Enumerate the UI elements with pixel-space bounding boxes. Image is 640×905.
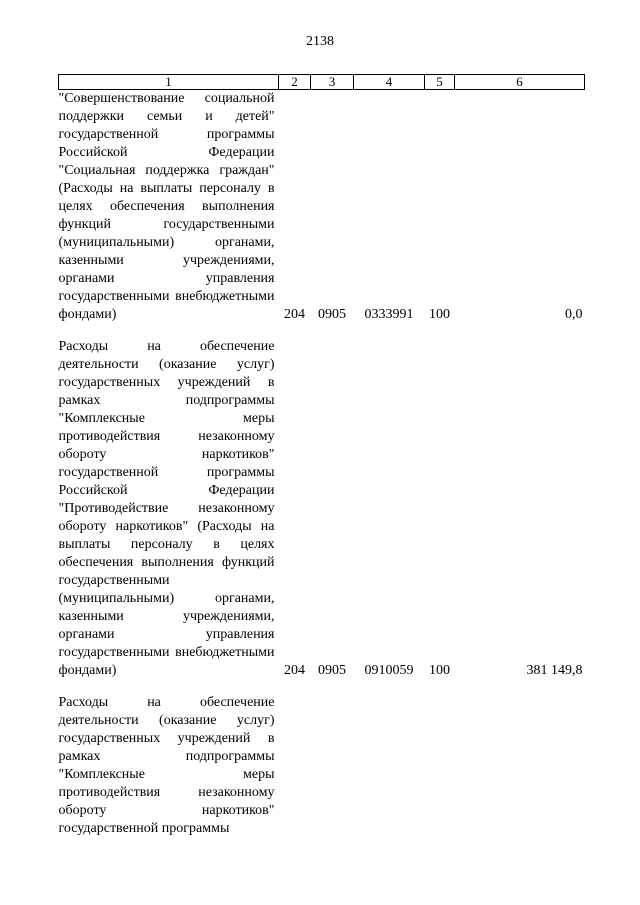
header-row — [59, 75, 585, 90]
row-description: Расходы на обеспечение деятельности (оказание услуг) государственных учреждений в рамках подпрограммы "Комплексные меры противодействия незаконному обороту наркотиков" государственной программы Российской Федерации "Противодействие незаконному обороту наркотиков" (Расходы на выплаты персоналу в целях обеспечения выполнения функций государственными (муниципальными) органами, казенными учреждениями, органами управления государственными внебюджетными фондами) — [58, 339, 275, 678]
row-code-2 — [279, 694, 311, 838]
table-row — [59, 694, 585, 838]
row-amount: 0,0 — [565, 307, 583, 322]
row-code-3: 0905 — [318, 663, 346, 678]
table-row — [59, 338, 585, 680]
row-code-3 — [311, 694, 354, 838]
table-body — [59, 90, 585, 839]
page-number: 2138 — [306, 34, 334, 49]
budget-table — [58, 74, 585, 838]
row-code-5 — [425, 694, 455, 838]
row-amount: 381 149,8 — [526, 663, 583, 678]
column-header-3: 3 — [311, 75, 354, 90]
row-code-2: 204 — [284, 663, 305, 678]
row-code-5: 100 — [429, 663, 450, 678]
column-header-1: 1 — [59, 75, 279, 90]
column-header-5: 5 — [425, 75, 455, 90]
row-spacer — [59, 680, 585, 694]
row-code-3: 0905 — [318, 307, 346, 322]
row-code-5: 100 — [429, 307, 450, 322]
table-row — [59, 90, 585, 325]
row-spacer — [59, 324, 585, 338]
row-description: "Совершенствование социальной поддержки семьи и детей" государственной программы Российской Федерации "Социальная поддержка граждан" (Расходы на выплаты персоналу в целях обеспечения выполнения функций государственными (муниципальными) органами, казенными учреждениями, органами управления государственными внебюджетными фондами) — [58, 91, 275, 322]
row-code-2: 204 — [284, 307, 305, 322]
column-header-2: 2 — [279, 75, 311, 90]
table-header — [59, 75, 585, 90]
row-code-4: 0910059 — [364, 663, 414, 678]
row-code-4: 0333991 — [364, 307, 414, 322]
row-amount — [455, 694, 585, 838]
row-description: Расходы на обеспечение деятельности (оказание услуг) государственных учреждений в рамках подпрограммы "Комплексные меры противодействия незаконному обороту наркотиков" государственной программы — [58, 695, 275, 836]
row-code-4 — [354, 694, 425, 838]
column-header-6: 6 — [455, 75, 585, 90]
column-header-4: 4 — [354, 75, 425, 90]
